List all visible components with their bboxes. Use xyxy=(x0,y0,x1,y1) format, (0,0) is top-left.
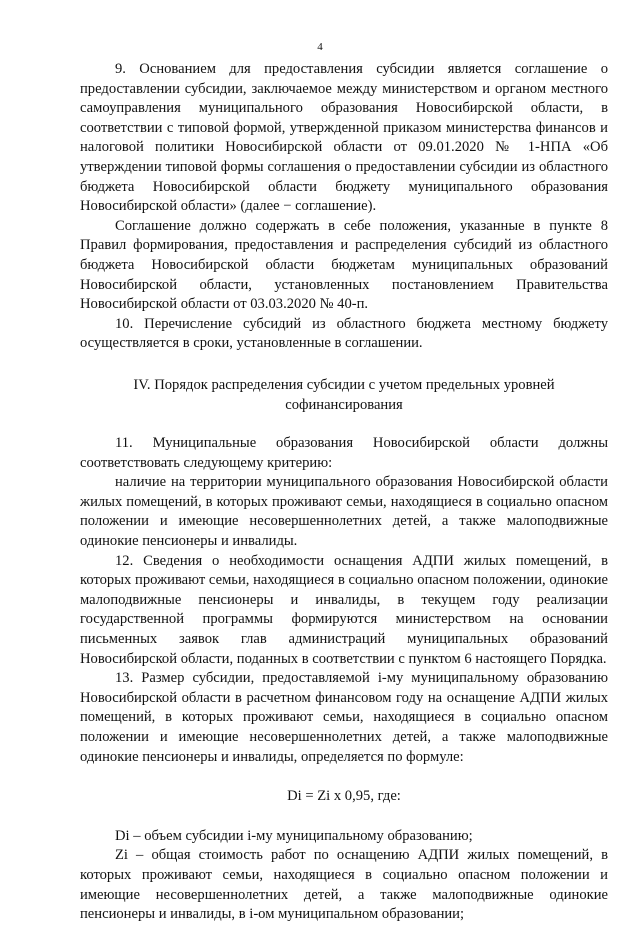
paragraph-agreement-content: Соглашение должно содержать в себе положения, указанные в пункте 8 Правил формирования, предоставления и распределения субсидий из областного бюджета Новосибирской области бюджетам муниципальных образований Новосибирской области, установленных постановлением Правительства Новосибирской области от 03.03.2020 № 40-п. xyxy=(80,217,608,313)
paragraph-9: 9. Основанием для предоставления субсидии является соглашение о предоставлении субсидии, заключаемое между министерством и органом местного самоуправления муниципального образования Новосибирской области, в соответствии с типовой формой, утвержденной приказом министерства финансов и налоговой политики Новосибирской области от 09.01.2020 № 1-НПА «Об утверждении типовой формы соглашения о предоставлении субсидии из областного бюджета Новосибирской области бюджету муниципального образования Новосибирской области» (далее − соглашение). xyxy=(80,61,608,215)
section-heading-line-1: IV. Порядок распределения субсидии с учетом предельных уровней xyxy=(133,376,555,393)
paragraph-criterion: наличие на территории муниципального образования Новосибирской области жилых помещений, в которых проживают семьи, находящиеся в социально опасном положении и имеющие несовершеннолетних детей, а также малоподвижные одинокие пенсионеры и инвалиды. xyxy=(80,474,608,550)
page-number: 4 xyxy=(317,41,323,53)
paragraph-11: 11. Муниципальные образования Новосибирской области должны соответствовать следующему критерию: xyxy=(80,435,608,471)
definition-zi: Zi – общая стоимость работ по оснащению АДПИ жилых помещений, в которых проживают семьи, находящиеся в социально опасном положении и имеющие несовершеннолетних детей, а также малоподвижные одинокие пенсионеры и инвалиды, в i-ом муниципальном образовании; xyxy=(80,847,608,923)
paragraph-10: 10. Перечисление субсидий из областного бюджета местному бюджету осуществляется в сроки, установленные в соглашении. xyxy=(80,315,608,352)
formula: Di = Zi x 0,95, где: xyxy=(287,788,401,805)
section-heading-line-2: софинансирования xyxy=(285,396,403,413)
paragraph-13: 13. Размер субсидии, предоставляемой i-му муниципальному образованию Новосибирской области в расчетном финансовом году на оснащение АДПИ жилых помещений, в которых проживают семьи, находящиеся в социально опасном положении и имеющие несовершеннолетних детей, а также малоподвижные одинокие пенсионеры и инвалиды, определяется по формуле: xyxy=(80,670,608,765)
paragraph-12: 12. Сведения о необходимости оснащения АДПИ жилых помещений, в которых проживают семьи, находящиеся в социально опасном положении, одинокие малоподвижные пенсионеры и инвалиды, в текущем году реализации государственной программы формируются министерством на основании письменных заявок глав администраций муниципальных образований Новосибирской области, поданных в соответствии с пунктом 6 настоящего Порядка. xyxy=(80,552,608,667)
definition-di: Di – объем субсидии i-му муниципальному образованию; xyxy=(115,827,473,844)
section-heading xyxy=(80,376,608,415)
document-body xyxy=(80,60,608,925)
